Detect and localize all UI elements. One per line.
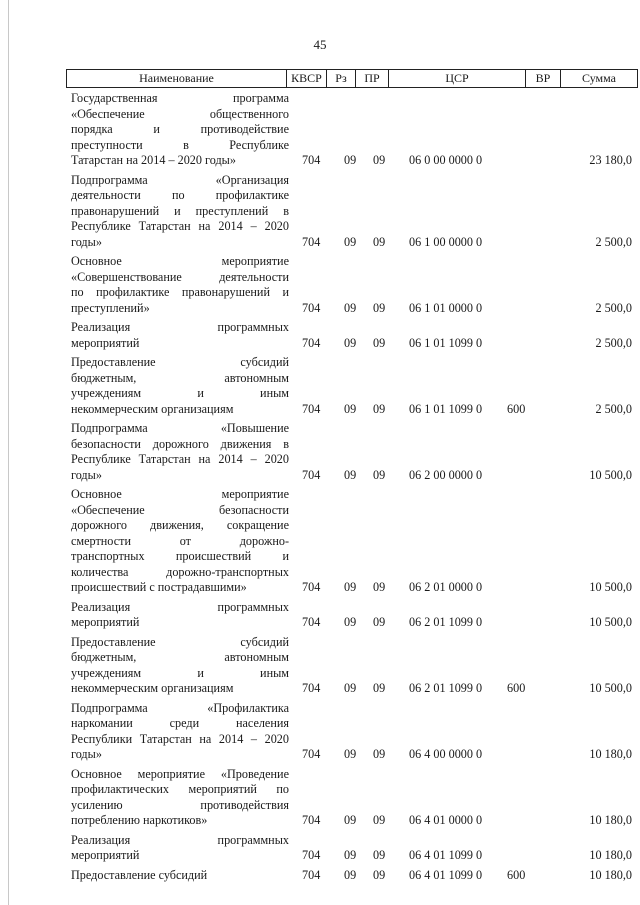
row-name-line: правонарушений и преступлений в — [71, 203, 289, 218]
row-name-line: наркомании среди населения — [71, 716, 289, 730]
table-row — [0, 254, 640, 316]
page-number: 45 — [313, 37, 327, 52]
cell-kvsr: 704 — [302, 153, 321, 167]
header-rz: Рз — [327, 70, 356, 87]
cell-kvsr: 704 — [302, 401, 321, 416]
table-row — [0, 833, 640, 864]
cell-csr: 06 4 00 0000 0 — [409, 747, 483, 761]
cell-csr: 06 1 00 0000 0 — [409, 234, 483, 249]
row-name — [71, 91, 289, 169]
row-name — [71, 421, 289, 483]
cell-sum: 2 500,0 — [595, 234, 632, 249]
cell-rz: 09 — [344, 813, 357, 827]
row-name — [71, 600, 289, 631]
table-header — [66, 69, 638, 88]
row-name-line: Предоставление субсидий — [71, 634, 289, 649]
cell-sum: 10 180,0 — [589, 867, 632, 882]
row-name-line: «Совершенствование деятельности — [71, 269, 289, 284]
row-name-line: Республике Татарстан на 2014 – 2020 — [71, 219, 289, 233]
cell-kvsr: 704 — [302, 467, 321, 482]
row-name-line: Реализация программных — [71, 320, 289, 334]
cell-rz: 09 — [344, 467, 357, 482]
cell-kvsr: 704 — [302, 747, 321, 761]
cell-sum: 10 180,0 — [589, 747, 632, 761]
row-name-line: мероприятий — [71, 848, 140, 862]
cell-pr: 09 — [373, 335, 386, 350]
cell-kvsr: 704 — [302, 234, 321, 249]
row-name-line: порядка и противодействие — [71, 122, 289, 136]
row-name-line: потреблению наркотиков» — [71, 813, 208, 827]
cell-rz: 09 — [344, 867, 357, 882]
cell-rz: 09 — [344, 401, 357, 416]
cell-vr: 600 — [507, 401, 526, 416]
row-name-line: Татарстан на 2014 – 2020 годы» — [71, 153, 236, 167]
row-name-line: некоммерческим организациям — [71, 681, 234, 695]
row-name-line: Республике Татарстан на 2014 – 2020 — [71, 452, 289, 466]
cell-csr: 06 1 01 1099 0 — [409, 401, 483, 416]
row-name-line: некоммерческим организациям — [71, 401, 234, 416]
cell-rz: 09 — [344, 580, 357, 594]
cell-pr: 09 — [373, 867, 386, 882]
header-vr: ВР — [526, 70, 561, 87]
header-csr: ЦСР — [389, 70, 526, 87]
cell-pr: 09 — [373, 580, 386, 594]
cell-csr: 06 2 01 0000 0 — [409, 580, 483, 594]
row-name — [71, 868, 289, 884]
row-name-line: дорожного движения, сокращение — [71, 518, 289, 532]
cell-vr: 600 — [507, 867, 526, 882]
cell-sum: 23 180,0 — [589, 153, 632, 167]
table-row — [0, 355, 640, 417]
header-sum: Сумма — [582, 71, 616, 85]
row-name-line: «Обеспечение общественного — [71, 106, 289, 121]
cell-sum: 10 180,0 — [589, 813, 632, 827]
row-name-line: по профилактике правонарушений и — [71, 285, 289, 299]
row-name-line: бюджетным, автономным — [71, 370, 289, 385]
cell-pr: 09 — [373, 747, 386, 761]
table-row — [0, 320, 640, 351]
cell-sum: 2 500,0 — [595, 300, 632, 315]
cell-csr: 06 4 01 1099 0 — [409, 848, 483, 862]
row-name — [71, 320, 289, 351]
cell-pr: 09 — [373, 401, 386, 416]
cell-sum: 10 500,0 — [589, 580, 632, 594]
table-row — [0, 487, 640, 596]
row-name-line: годы» — [71, 234, 102, 249]
cell-pr: 09 — [373, 681, 386, 695]
cell-kvsr: 704 — [302, 335, 321, 350]
cell-kvsr: 704 — [302, 615, 321, 629]
cell-csr: 06 2 01 1099 0 — [409, 681, 483, 695]
cell-pr: 09 — [373, 300, 386, 315]
cell-kvsr: 704 — [302, 813, 321, 827]
cell-pr: 09 — [373, 813, 386, 827]
cell-rz: 09 — [344, 681, 357, 695]
row-name-line: Основное мероприятие — [71, 487, 289, 501]
row-name — [71, 701, 289, 763]
cell-csr: 06 2 01 1099 0 — [409, 615, 483, 629]
table-row — [0, 767, 640, 829]
cell-csr: 06 4 01 1099 0 — [409, 867, 483, 882]
cell-pr: 09 — [373, 615, 386, 629]
table-row — [0, 701, 640, 763]
row-name-line: происшествий с пострадавшими» — [71, 580, 247, 594]
row-name-line: учреждениям и иным — [71, 386, 289, 400]
row-name-line: «Обеспечение безопасности — [71, 502, 289, 517]
row-name-line: Подпрограмма «Профилактика — [71, 700, 289, 715]
row-name — [71, 833, 289, 864]
row-name-line: деятельности по профилактике — [71, 188, 289, 202]
cell-csr: 06 2 00 0000 0 — [409, 467, 483, 482]
row-name-line: Подпрограмма «Организация — [71, 172, 289, 187]
cell-sum: 10 500,0 — [589, 615, 632, 629]
row-name-line: Основное мероприятие — [71, 254, 289, 268]
cell-csr: 06 1 01 1099 0 — [409, 335, 483, 350]
cell-csr: 06 1 01 0000 0 — [409, 300, 483, 315]
header-name: Наименование — [67, 70, 287, 87]
cell-sum: 2 500,0 — [595, 335, 632, 350]
cell-kvsr: 704 — [302, 848, 321, 862]
row-name-line: учреждениям и иным — [71, 665, 289, 680]
row-name-line: смертности от дорожно- — [71, 533, 289, 548]
row-name-line: безопасности дорожного движения в — [71, 436, 289, 451]
cell-rz: 09 — [344, 747, 357, 761]
table-row — [0, 91, 640, 169]
row-name-line: Республики Татарстан на 2014 – 2020 — [71, 731, 289, 746]
header-pr: ПР — [356, 70, 389, 87]
row-name-line: Реализация программных — [71, 599, 289, 614]
row-name-line: Подпрограмма «Повышение — [71, 421, 289, 435]
row-name-line: мероприятий — [71, 615, 140, 629]
cell-sum: 10 500,0 — [589, 681, 632, 695]
row-name-line: бюджетным, автономным — [71, 650, 289, 664]
row-name-line: Основное мероприятие «Проведение — [71, 766, 289, 781]
cell-sum: 2 500,0 — [595, 401, 632, 416]
row-name-line: преступлений» — [71, 300, 150, 315]
cell-sum: 10 500,0 — [589, 467, 632, 482]
table-row — [0, 600, 640, 631]
row-name — [71, 635, 289, 697]
row-name-line: транспортных происшествий и — [71, 549, 289, 563]
row-name — [71, 254, 289, 316]
cell-pr: 09 — [373, 234, 386, 249]
table-row — [0, 173, 640, 251]
row-name — [71, 355, 289, 417]
row-name-line: усилению противодействия — [71, 797, 289, 812]
cell-rz: 09 — [344, 848, 357, 862]
header-kvsr: КВСР — [287, 70, 327, 87]
row-name — [71, 173, 289, 251]
cell-sum: 10 180,0 — [589, 848, 632, 862]
row-name — [71, 487, 289, 596]
table-row — [0, 868, 640, 884]
row-name-line: Предоставление субсидий — [71, 355, 289, 369]
row-name-line: преступности в Республике — [71, 137, 289, 152]
table-row — [0, 635, 640, 697]
row-name-line: Предоставление субсидий — [71, 867, 208, 882]
row-name — [71, 767, 289, 829]
cell-kvsr: 704 — [302, 300, 321, 315]
row-name-line: годы» — [71, 467, 102, 482]
cell-kvsr: 704 — [302, 681, 321, 695]
row-name-line: мероприятий — [71, 335, 140, 350]
cell-csr: 06 4 01 0000 0 — [409, 813, 483, 827]
row-name-line: годы» — [71, 747, 102, 761]
cell-pr: 09 — [373, 848, 386, 862]
row-name-line: количества дорожно-транспортных — [71, 564, 289, 579]
cell-csr: 06 0 00 0000 0 — [409, 153, 483, 167]
row-name-line: профилактических мероприятий по — [71, 782, 289, 796]
table-row — [0, 421, 640, 483]
cell-pr: 09 — [373, 153, 386, 167]
cell-rz: 09 — [344, 335, 357, 350]
cell-rz: 09 — [344, 615, 357, 629]
cell-rz: 09 — [344, 234, 357, 249]
cell-rz: 09 — [344, 153, 357, 167]
cell-vr: 600 — [507, 681, 526, 695]
cell-kvsr: 704 — [302, 867, 321, 882]
cell-rz: 09 — [344, 300, 357, 315]
row-name-line: Реализация программных — [71, 832, 289, 847]
cell-kvsr: 704 — [302, 580, 321, 594]
row-name-line: Государственная программа — [71, 91, 289, 105]
cell-pr: 09 — [373, 467, 386, 482]
